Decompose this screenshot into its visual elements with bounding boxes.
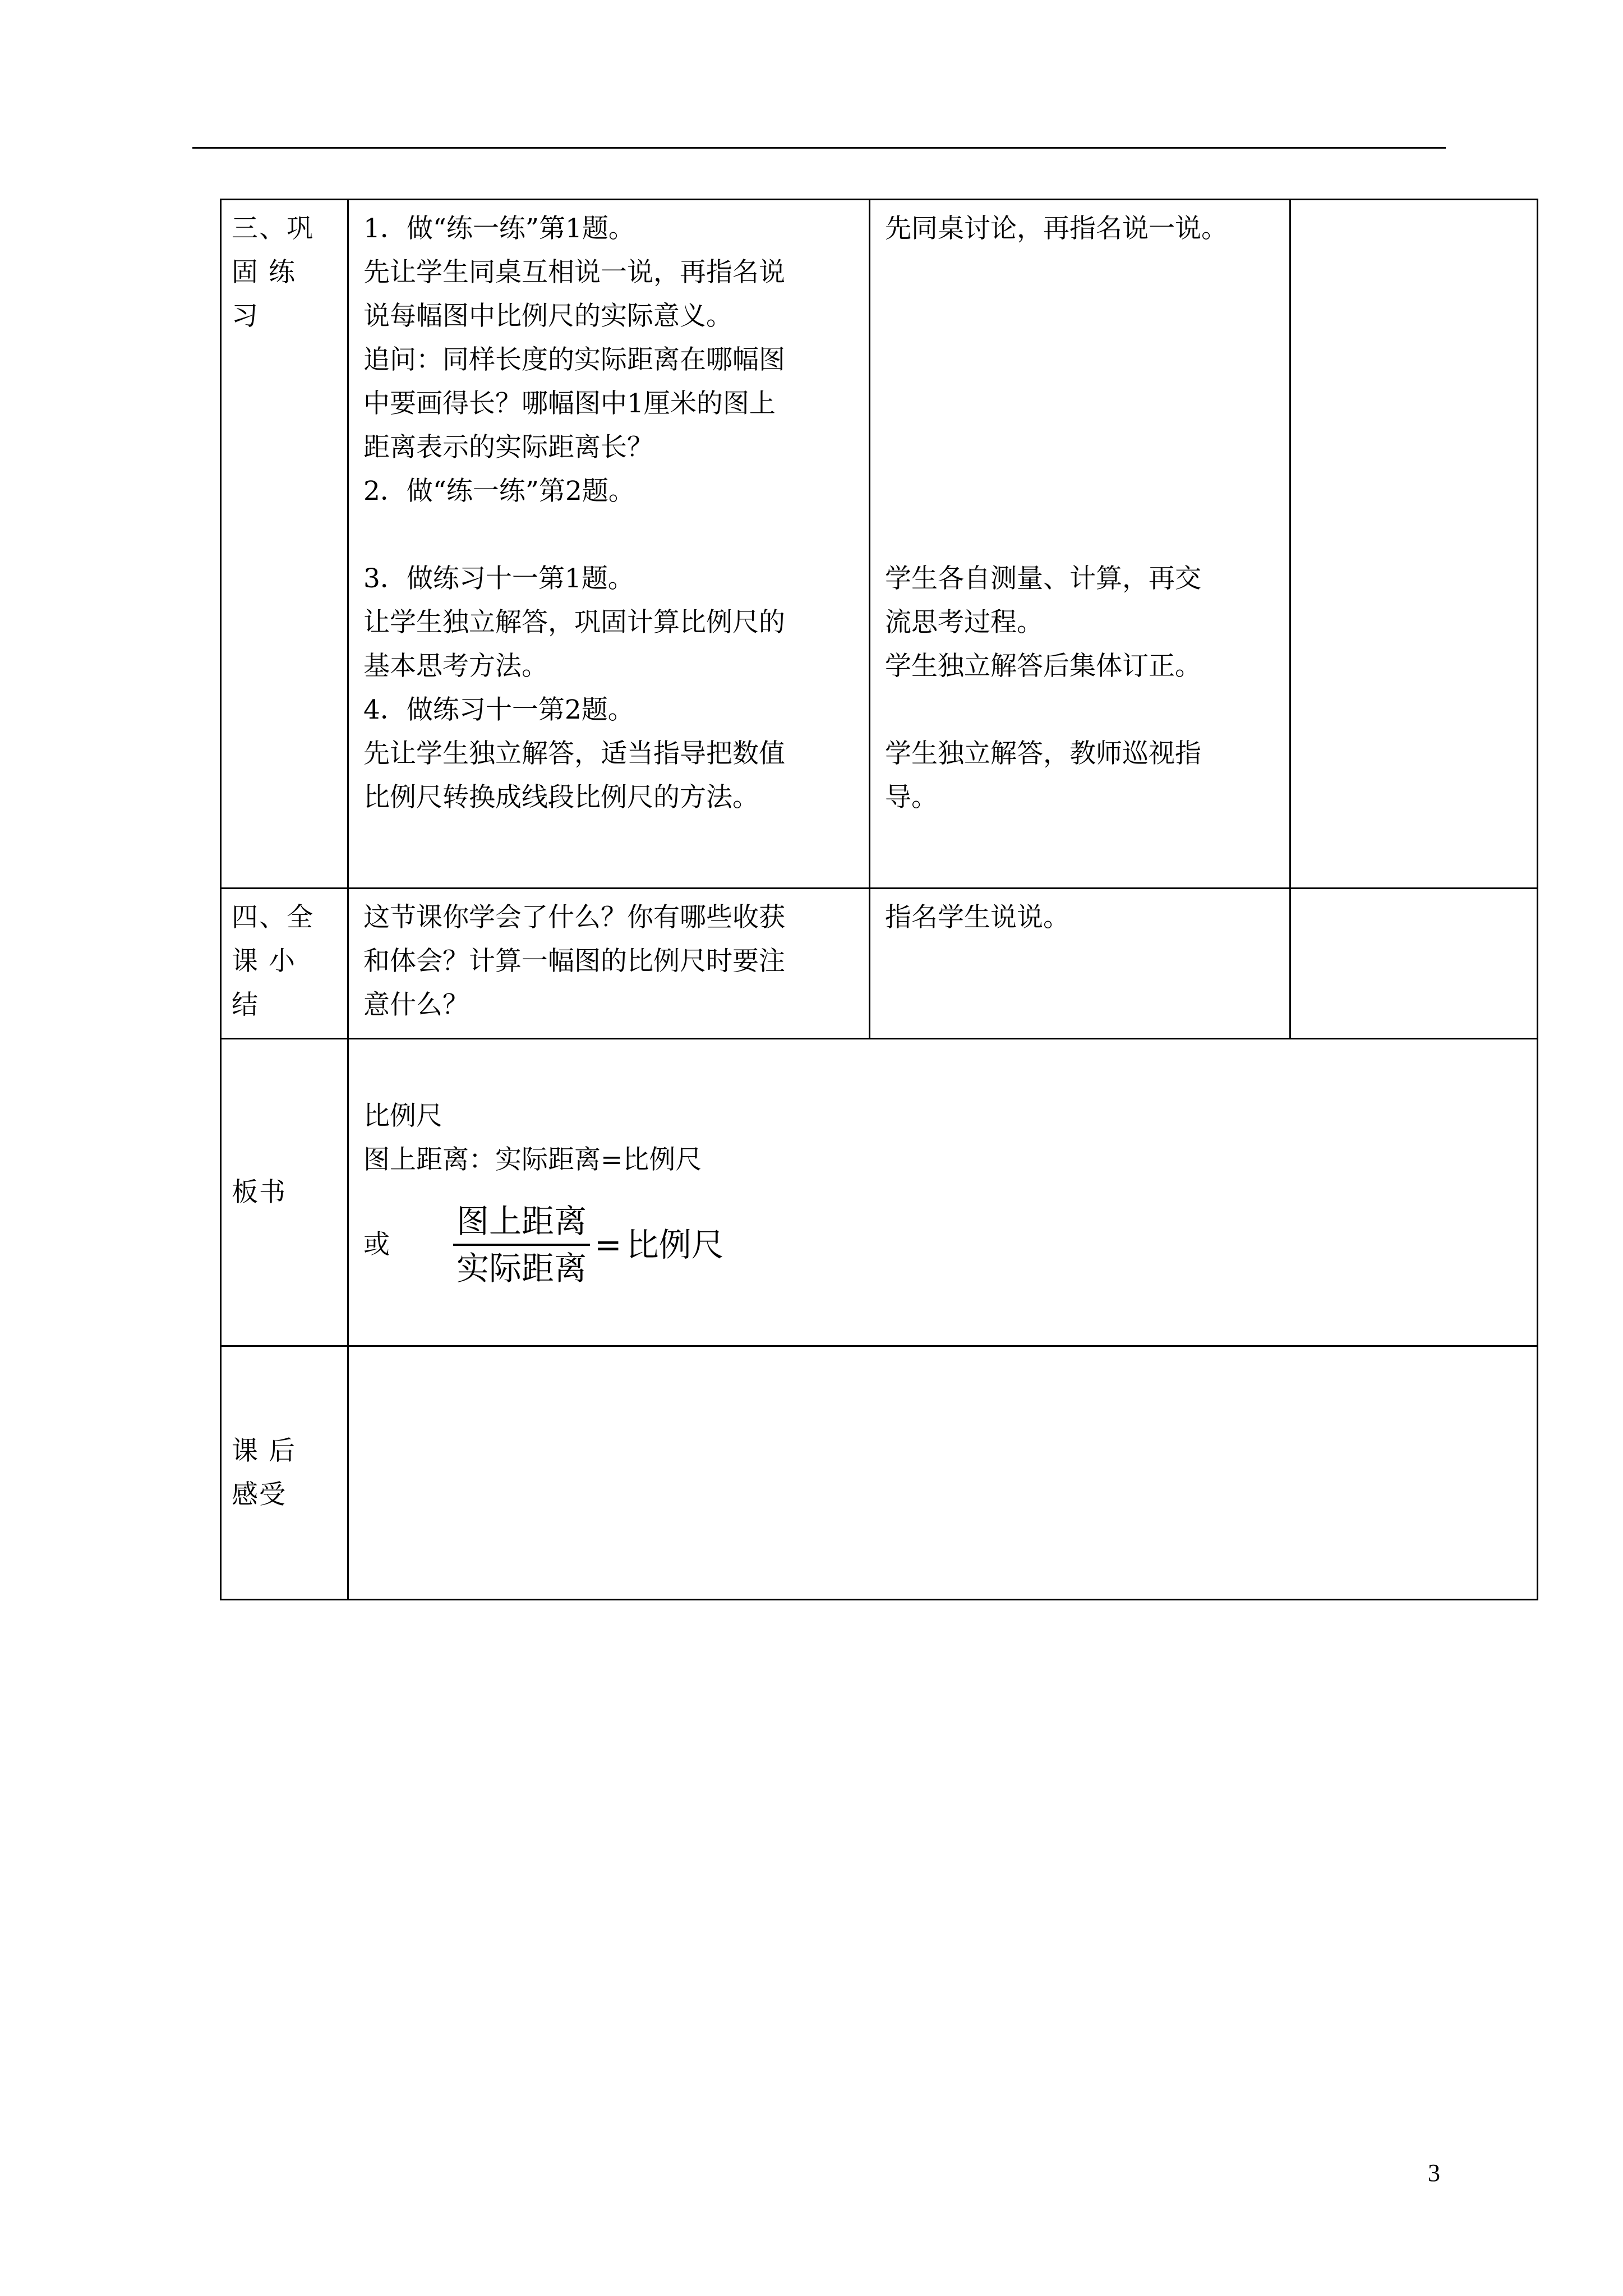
- header-rule: [192, 147, 1446, 149]
- teacher-line: 距离表示的实际距离长？: [363, 432, 653, 463]
- teacher-line: 4．做练习十一第2题。: [363, 694, 634, 725]
- stage-label-line: 课 小: [232, 946, 296, 977]
- line-gap: [885, 426, 1275, 470]
- line-gap: [885, 382, 1275, 426]
- teacher-line: 比例尺转换成线段比例尺的方法。: [363, 782, 759, 813]
- notes-cell: [1290, 889, 1538, 1039]
- line-gap: [885, 470, 1275, 513]
- board-fraction: [453, 1199, 590, 1291]
- student-line: 导。: [885, 782, 938, 813]
- stage-label-line: 习: [232, 301, 259, 332]
- board-content-cell: [348, 1039, 1538, 1346]
- table-row-summary: [221, 889, 1538, 1039]
- stage-cell-summary: [221, 889, 348, 1039]
- board-title: 比例尺: [363, 1100, 442, 1131]
- fraction-numerator: 图上距离: [457, 1202, 587, 1240]
- teacher-line: 1．做“练一练”第1题。: [363, 213, 635, 244]
- teacher-line: 说每幅图中比例尺的实际意义。: [363, 301, 732, 332]
- line-gap: [363, 513, 854, 557]
- stage-label-line: 四、全: [232, 902, 314, 933]
- student-line: 学生各自测量、计算，再交: [885, 563, 1201, 594]
- reflection-label-line: 感受: [232, 1479, 287, 1510]
- line-gap: [885, 513, 1275, 557]
- stage-cell-consolidation: [221, 200, 348, 889]
- teacher-line: 3．做练习十一第1题。: [363, 563, 634, 594]
- fraction-equals: =: [594, 1225, 622, 1264]
- teacher-activity-cell: [348, 889, 870, 1039]
- student-activity-cell: [870, 200, 1290, 889]
- stage-label-line: 固 练: [232, 257, 296, 288]
- board-formula: 图上距离：实际距离=比例尺: [363, 1144, 702, 1175]
- teacher-line: 先让学生同桌互相说一说，再指名说: [363, 257, 785, 288]
- teacher-line: 追问：同样长度的实际距离在哪幅图: [363, 344, 785, 375]
- student-line: 流思考过程。: [885, 607, 1043, 638]
- board-label-cell: [221, 1039, 348, 1346]
- reflection-content-cell[interactable]: [348, 1346, 1538, 1600]
- student-line: 指名学生说说。: [885, 902, 1069, 933]
- line-gap: [885, 688, 1275, 732]
- reflection-label-cell: [221, 1346, 348, 1600]
- teacher-line: 意什么？: [363, 990, 469, 1020]
- student-line: 先同桌讨论，再指名说一说。: [885, 213, 1228, 244]
- table-row-consolidation: [221, 200, 1538, 889]
- notes-cell: [1290, 200, 1538, 889]
- teacher-line: 和体会？计算一幅图的比例尺时要注: [363, 946, 785, 977]
- line-gap: [885, 338, 1275, 382]
- page-number: 3: [1428, 2159, 1440, 2187]
- reflection-label-line: 课 后: [232, 1435, 296, 1466]
- teacher-activity-cell: [348, 200, 870, 889]
- line-gap: [885, 251, 1275, 295]
- table-row-reflection: [221, 1346, 1538, 1600]
- table-row-board: [221, 1039, 1538, 1346]
- lesson-plan-table: [220, 199, 1538, 1600]
- teacher-line: 中要画得长？哪幅图中1厘米的图上: [363, 388, 776, 419]
- student-activity-cell: [870, 889, 1290, 1039]
- stage-label-line: 结: [232, 990, 259, 1020]
- teacher-line: 先让学生独立解答，适当指导把数值: [363, 738, 785, 769]
- stage-label-line: 三、巩: [232, 213, 314, 244]
- board-label: 板书: [232, 1176, 287, 1208]
- board-or-label: 或: [363, 1228, 390, 1260]
- teacher-line: 基本思考方法。: [363, 651, 548, 682]
- board-fraction-row: [363, 1199, 1522, 1291]
- teacher-line: 这节课你学会了什么？你有哪些收获: [363, 902, 785, 933]
- fraction-denominator: 实际距离: [457, 1249, 587, 1287]
- teacher-line: 2．做“练一练”第2题。: [363, 476, 635, 507]
- student-line: 学生独立解答后集体订正。: [885, 651, 1201, 682]
- student-line: 学生独立解答，教师巡视指: [885, 738, 1201, 769]
- fraction-result: 比例尺: [626, 1225, 724, 1264]
- teacher-line: 让学生独立解答，巩固计算比例尺的: [363, 607, 785, 638]
- line-gap: [885, 295, 1275, 338]
